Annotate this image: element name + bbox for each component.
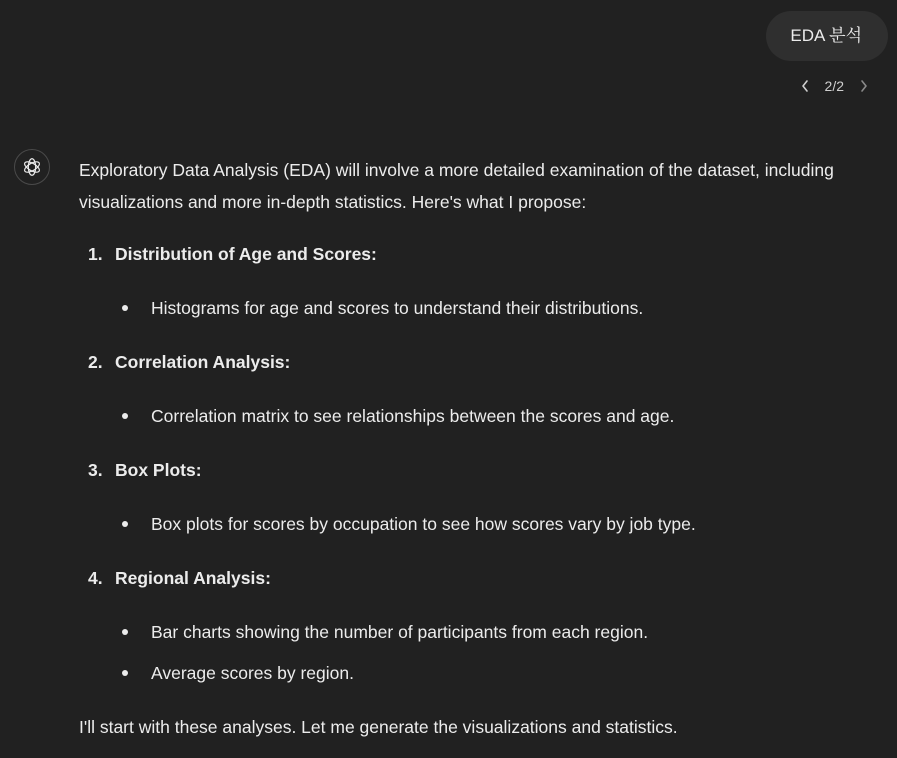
bullet-dot-icon (122, 305, 128, 311)
bullet-text: Average scores by region. (151, 663, 354, 683)
bullet-dot-icon (122, 629, 128, 635)
bullet-dot-icon (122, 670, 128, 676)
section-heading (79, 238, 859, 270)
analysis-section (79, 346, 859, 432)
bullet-list (79, 292, 859, 324)
bullet-text: Histograms for age and scores to understand their distributions. (151, 298, 644, 318)
section-title: Correlation Analysis: (115, 352, 291, 372)
section-number: 3. (88, 460, 103, 480)
bullet-text: Box plots for scores by occupation to see how scores vary by job type. (151, 514, 696, 534)
analysis-section (79, 238, 859, 324)
next-response-button[interactable] (856, 76, 872, 96)
section-title: Regional Analysis: (115, 568, 271, 588)
openai-logo-icon (21, 156, 43, 178)
bullet-dot-icon (122, 521, 128, 527)
bullet-list (79, 400, 859, 432)
analysis-section (79, 562, 859, 689)
bullet-item (79, 657, 859, 689)
section-heading (79, 562, 859, 594)
bullet-text: Bar charts showing the number of participants from each region. (151, 622, 649, 642)
bullet-text: Correlation matrix to see relationships between the scores and age. (151, 406, 675, 426)
bullet-list (79, 508, 859, 540)
chevron-left-icon (800, 79, 810, 93)
bullet-dot-icon (122, 413, 128, 419)
analysis-list (79, 238, 859, 689)
response-intro: Exploratory Data Analysis (EDA) will involve a more detailed examination of the dataset, including visualizations and more in-depth statistics. Here's what I propose: (79, 160, 834, 212)
bullet-item (79, 616, 859, 648)
user-message-bubble: EDA 분석 (766, 11, 888, 61)
response-pager (797, 76, 872, 96)
section-heading (79, 346, 859, 378)
response-page-indicator: 2/2 (824, 78, 844, 94)
previous-response-button[interactable] (797, 76, 813, 96)
bullet-list (79, 616, 859, 689)
bullet-item (79, 400, 859, 432)
assistant-avatar (14, 149, 50, 185)
assistant-response (79, 154, 859, 743)
analysis-section (79, 454, 859, 540)
bullet-item (79, 508, 859, 540)
section-number: 1. (88, 244, 103, 264)
chevron-right-icon (859, 79, 869, 93)
section-number: 4. (88, 568, 103, 588)
section-heading (79, 454, 859, 486)
section-title: Box Plots: (115, 460, 202, 480)
section-number: 2. (88, 352, 103, 372)
section-title: Distribution of Age and Scores: (115, 244, 377, 264)
response-outro: I'll start with these analyses. Let me generate the visualizations and statistics. (79, 717, 678, 737)
bullet-item (79, 292, 859, 324)
